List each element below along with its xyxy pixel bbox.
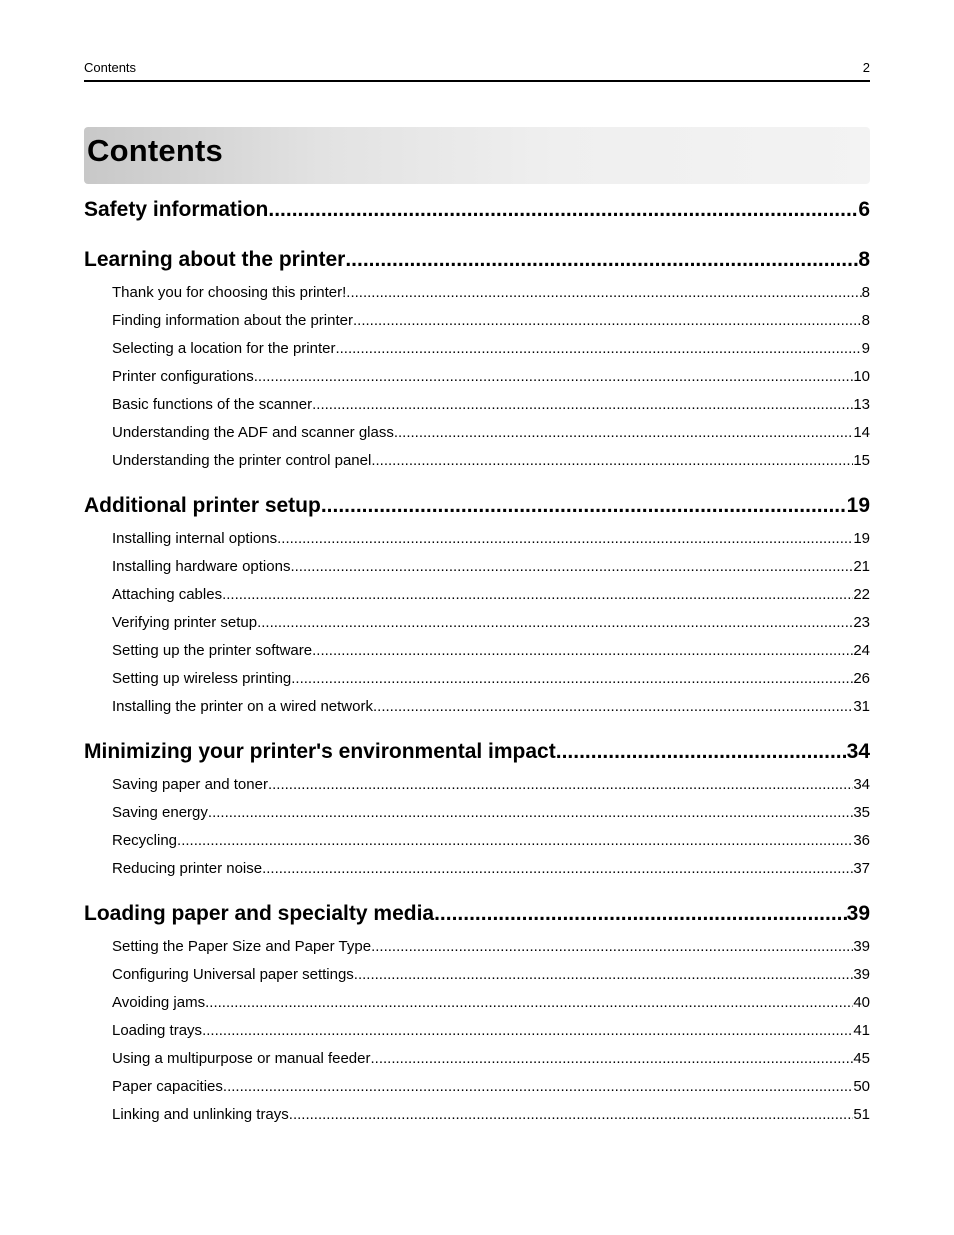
- dot-leader: [291, 668, 853, 690]
- toc-section-entry[interactable]: [112, 992, 870, 1014]
- toc-chapter-title: Safety information: [84, 198, 269, 221]
- toc-section-entry[interactable]: [112, 1104, 870, 1126]
- toc-section-entry[interactable]: [112, 528, 870, 550]
- toc-section-title: Saving energy: [112, 804, 208, 821]
- toc-section-title: Thank you for choosing this printer!: [112, 284, 347, 301]
- toc-section-entry[interactable]: [112, 640, 870, 662]
- toc-section-page: 39: [853, 966, 870, 983]
- toc-section-page: 19: [853, 530, 870, 547]
- toc-section-title: Verifying printer setup: [112, 614, 258, 631]
- toc-section-page: 37: [853, 860, 870, 877]
- toc-section-page: 26: [853, 670, 870, 687]
- toc-section-title: Printer configurations: [112, 368, 254, 385]
- dot-leader: [208, 802, 853, 824]
- toc-chapter-page: 39: [846, 902, 870, 925]
- toc-section-page: 8: [861, 284, 870, 301]
- toc-section-entry[interactable]: [112, 1076, 870, 1098]
- dot-leader: [321, 492, 847, 520]
- dot-leader: [223, 1076, 853, 1098]
- dot-leader: [268, 196, 858, 224]
- toc-section-page: 8: [861, 312, 870, 329]
- toc-section-title: Avoiding jams: [112, 994, 206, 1011]
- toc-chapter-page: 19: [846, 494, 870, 517]
- toc-section-page: 36: [853, 832, 870, 849]
- toc-chapter-entry[interactable]: [84, 492, 870, 520]
- toc-section-title: Recycling: [112, 832, 178, 849]
- toc-chapter-title: Loading paper and specialty media: [84, 902, 435, 925]
- toc-section-entry[interactable]: [112, 802, 870, 824]
- dot-leader: [312, 394, 853, 416]
- toc-section-page: 21: [853, 558, 870, 575]
- toc-section-page: 22: [853, 586, 870, 603]
- toc-section-title: Loading trays: [112, 1022, 203, 1039]
- dot-leader: [202, 1020, 853, 1042]
- dot-leader: [254, 366, 854, 388]
- toc-section-title: Linking and unlinking trays: [112, 1106, 289, 1123]
- toc-section-page: 40: [853, 994, 870, 1011]
- dot-leader: [290, 556, 853, 578]
- toc-section-title: Saving paper and toner: [112, 776, 268, 793]
- toc-chapter-entry[interactable]: [84, 246, 870, 274]
- toc-section-page: 14: [853, 424, 870, 441]
- dot-leader: [345, 246, 858, 274]
- toc-section-entry[interactable]: [112, 366, 870, 388]
- toc-section-title: Selecting a location for the printer: [112, 340, 336, 357]
- toc-chapter-entry[interactable]: [84, 900, 870, 928]
- toc-section-entry[interactable]: [112, 450, 870, 472]
- toc-section-title: Using a multipurpose or manual feeder: [112, 1050, 371, 1067]
- toc-chapter-entry[interactable]: [84, 196, 870, 224]
- toc-section-page: 51: [853, 1106, 870, 1123]
- toc-chapter-entry[interactable]: [84, 738, 870, 766]
- toc-section-page: 9: [861, 340, 870, 357]
- toc-section-entry[interactable]: [112, 282, 870, 304]
- toc-section-page: 41: [853, 1022, 870, 1039]
- toc-section-title: Attaching cables: [112, 586, 223, 603]
- toc-section-page: 13: [853, 396, 870, 413]
- dot-leader: [346, 282, 861, 304]
- dot-leader: [394, 422, 853, 444]
- toc-section-entry[interactable]: [112, 338, 870, 360]
- toc-section-page: 15: [853, 452, 870, 469]
- toc-section-page: 45: [853, 1050, 870, 1067]
- toc-section-title: Installing internal options: [112, 530, 278, 547]
- toc-chapter-page: 6: [858, 198, 870, 221]
- toc-section-entry[interactable]: [112, 858, 870, 880]
- toc-section-entry[interactable]: [112, 310, 870, 332]
- toc-section-title: Setting the Paper Size and Paper Type: [112, 938, 372, 955]
- toc-section-page: 39: [853, 938, 870, 955]
- page-number: 2: [862, 60, 870, 75]
- dot-leader: [371, 450, 853, 472]
- dot-leader: [268, 774, 853, 796]
- toc-section-page: 23: [853, 614, 870, 631]
- toc-section-title: Understanding the ADF and scanner glass: [112, 424, 394, 441]
- toc-section-title: Setting up wireless printing: [112, 670, 292, 687]
- dot-leader: [277, 528, 853, 550]
- toc-section-entry[interactable]: [112, 556, 870, 578]
- dot-leader: [370, 1048, 853, 1070]
- dot-leader: [354, 964, 854, 986]
- running-header: [84, 60, 870, 82]
- page-title: Contents: [87, 133, 223, 168]
- title-band: [84, 127, 870, 184]
- toc-section-entry[interactable]: [112, 1020, 870, 1042]
- toc-chapter-title: Learning about the printer: [84, 248, 346, 271]
- toc-section-title: Finding information about the printer: [112, 312, 353, 329]
- toc-section-entry[interactable]: [112, 668, 870, 690]
- toc-section-title: Installing hardware options: [112, 558, 291, 575]
- toc-section-entry[interactable]: [112, 696, 870, 718]
- toc-section-entry[interactable]: [112, 830, 870, 852]
- toc-section-page: 35: [853, 804, 870, 821]
- toc-section-entry[interactable]: [112, 774, 870, 796]
- dot-leader: [371, 936, 853, 958]
- dot-leader: [556, 738, 847, 766]
- dot-leader: [312, 640, 853, 662]
- dot-leader: [434, 900, 847, 928]
- toc-section-title: Reducing printer noise: [112, 860, 263, 877]
- toc-section-entry[interactable]: [112, 394, 870, 416]
- toc-section-title: Installing the printer on a wired network: [112, 698, 373, 715]
- toc-section-page: 50: [853, 1078, 870, 1095]
- toc-section-entry[interactable]: [112, 936, 870, 958]
- dot-leader: [257, 612, 853, 634]
- dot-leader: [353, 310, 862, 332]
- toc-section-title: Configuring Universal paper settings: [112, 966, 354, 983]
- toc-section-entry[interactable]: [112, 422, 870, 444]
- toc-section-page: 10: [853, 368, 870, 385]
- toc-chapter-title: Minimizing your printer's environmental impact: [84, 740, 556, 763]
- dot-leader: [222, 584, 853, 606]
- dot-leader: [335, 338, 861, 360]
- toc-section-page: 24: [853, 642, 870, 659]
- dot-leader: [177, 830, 853, 852]
- toc-chapter-page: 8: [858, 248, 870, 271]
- toc-section-title: Setting up the printer software: [112, 642, 313, 659]
- toc-section-entry[interactable]: [112, 1048, 870, 1070]
- toc-section-title: Understanding the printer control panel: [112, 452, 372, 469]
- toc-section-page: 34: [853, 776, 870, 793]
- toc-section-entry[interactable]: [112, 584, 870, 606]
- toc-section-entry[interactable]: [112, 612, 870, 634]
- toc-section-entry[interactable]: [112, 964, 870, 986]
- dot-leader: [373, 696, 853, 718]
- toc-section-title: Basic functions of the scanner: [112, 396, 313, 413]
- running-title: Contents: [84, 60, 137, 75]
- dot-leader: [205, 992, 853, 1014]
- toc-chapter-title: Additional printer setup: [84, 494, 321, 517]
- dot-leader: [289, 1104, 854, 1126]
- toc-section-page: 31: [853, 698, 870, 715]
- dot-leader: [262, 858, 853, 880]
- toc-chapter-page: 34: [846, 740, 870, 763]
- toc-section-title: Paper capacities: [112, 1078, 223, 1095]
